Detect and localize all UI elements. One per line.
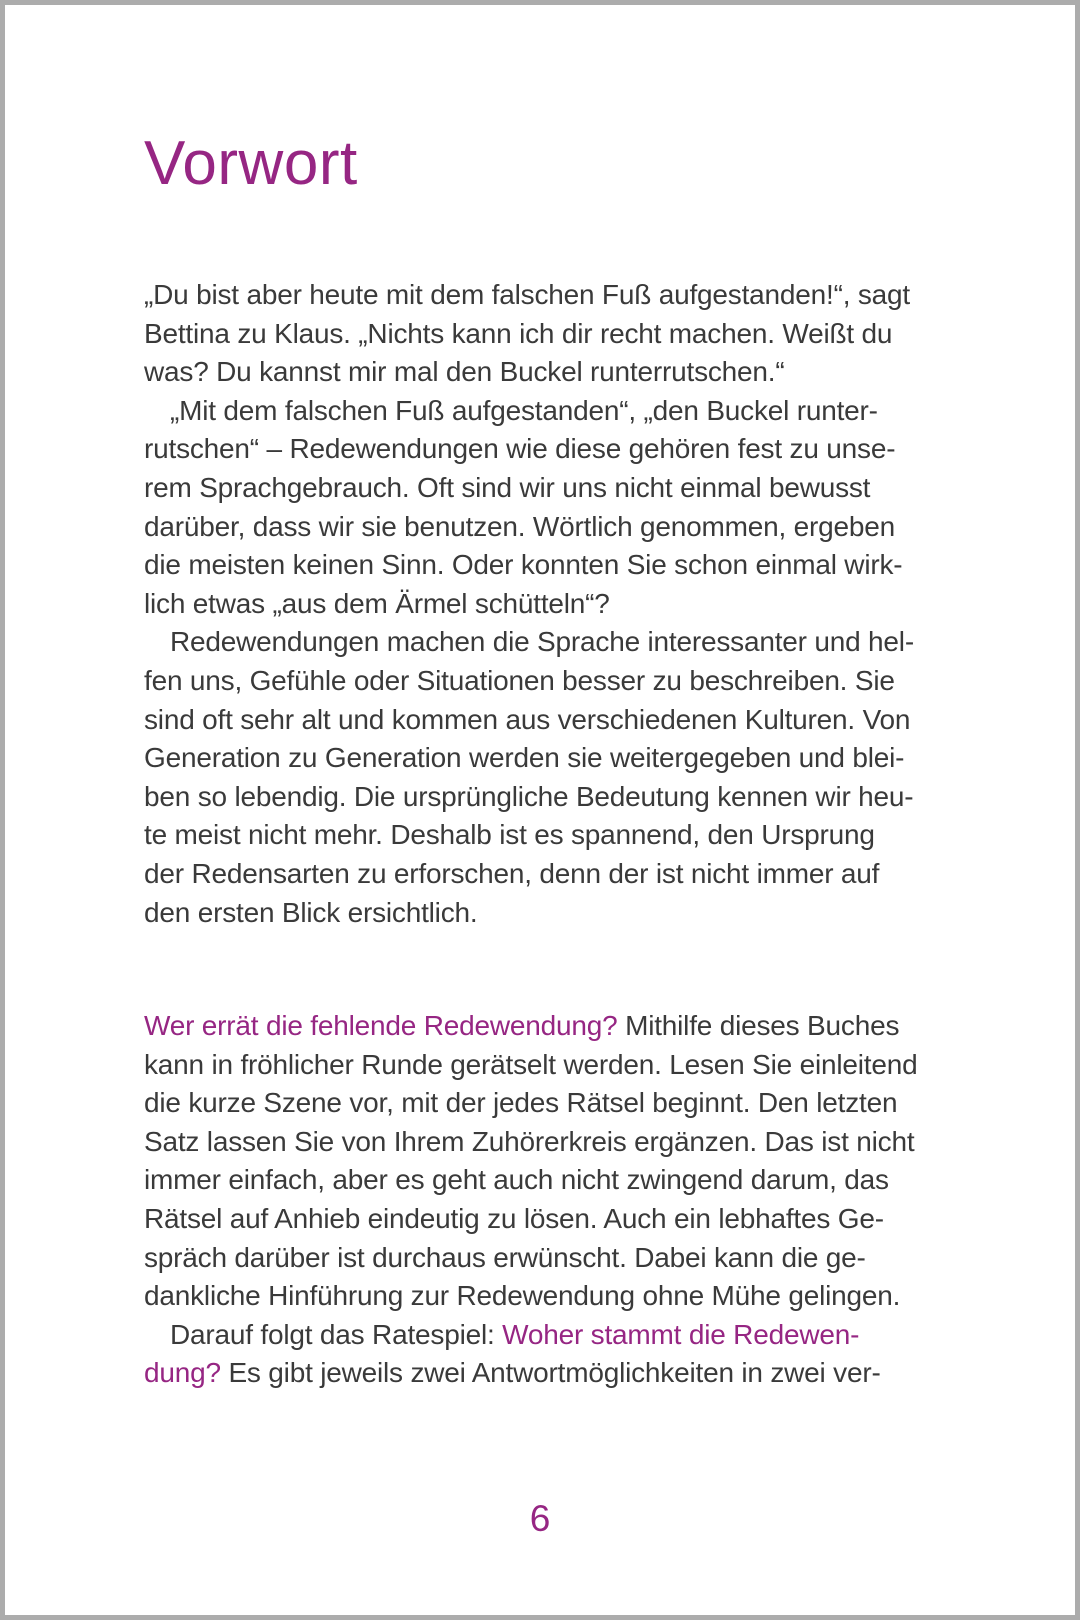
text-line (144, 546, 954, 585)
text-line (144, 816, 954, 855)
text-line (144, 1046, 954, 1085)
text-segment: Darauf folgt das Ratespiel: (170, 1318, 503, 1350)
text-segment: Generation zu Generation werden sie weitergegeben und blei- (144, 742, 905, 774)
text-segment: immer einfach, aber es geht auch nicht zwingend darum, das (144, 1164, 889, 1196)
text-segment: ben so lebendig. Die ursprüngliche Bedeutung kennen wir heu- (144, 780, 914, 812)
paragraph (144, 1007, 954, 1316)
accent-text: dung? (144, 1357, 221, 1389)
text-segment: den ersten Blick ersichtlich. (144, 896, 478, 928)
text-line (144, 1239, 954, 1278)
text-line (144, 1354, 954, 1393)
text-line (144, 1123, 954, 1162)
text-line (144, 276, 954, 315)
paragraph (144, 276, 954, 392)
accent-text: Woher stammt die Redewen- (502, 1318, 860, 1350)
text-segment: te meist nicht mehr. Deshalb ist es spannend, den Ursprung (144, 819, 875, 851)
text-line (144, 778, 954, 817)
text-segment: die meisten keinen Sinn. Oder konnten Sie schon einmal wirk- (144, 549, 903, 581)
text-segment: Mithilfe dieses Buches (617, 1010, 900, 1042)
page-number: 6 (529, 1498, 551, 1539)
text-line (144, 315, 954, 354)
text-segment: kann in fröhlicher Runde gerätselt werden. Lesen Sie einleitend (144, 1048, 918, 1080)
text-segment: rutschen“ – Redewendungen wie diese gehören fest zu unse- (144, 433, 896, 465)
paragraph (144, 392, 954, 624)
text-segment: Rätsel auf Anhieb eindeutig zu lösen. Auch ein lebhaftes Ge- (144, 1203, 884, 1235)
text-line (144, 469, 954, 508)
preface-text (144, 276, 954, 1393)
text-segment: der Redensarten zu erforschen, denn der ist nicht immer auf (144, 857, 880, 889)
text-line (144, 1277, 954, 1316)
text-line (144, 353, 954, 392)
text-line (144, 894, 954, 933)
text-line (144, 508, 954, 547)
text-segment: spräch darüber ist durchaus erwünscht. Dabei kann die ge- (144, 1241, 866, 1273)
text-line (144, 1316, 954, 1355)
text-segment: sind oft sehr alt und kommen aus verschiedenen Kulturen. Von (144, 703, 911, 735)
text-segment: Satz lassen Sie von Ihrem Zuhörerkreis ergänzen. Das ist nicht (144, 1125, 915, 1157)
text-line (144, 701, 954, 740)
text-segment: rem Sprachgebrauch. Oft sind wir uns nicht einmal bewusst (144, 471, 871, 503)
text-segment: Es gibt jeweils zwei Antwortmöglichkeiten in zwei ver- (220, 1357, 881, 1389)
text-segment: Redewendungen machen die Sprache interessanter und hel- (170, 626, 914, 658)
text-segment: „Du bist aber heute mit dem falschen Fuß aufgestanden!“, sagt (144, 279, 910, 310)
text-line (144, 739, 954, 778)
accent-text: Wer errät die fehlende Redewendung? (144, 1010, 618, 1042)
text-line (144, 623, 954, 662)
text-segment: die kurze Szene vor, mit der jedes Rätsel beginnt. Den letzten (144, 1087, 898, 1119)
text-segment: Bettina zu Klaus. „Nichts kann ich dir recht machen. Weißt du (144, 317, 893, 349)
text-line (144, 1084, 954, 1123)
paragraph (144, 1316, 954, 1393)
text-line (144, 662, 954, 701)
text-segment: lich etwas „aus dem Ärmel schütteln“? (144, 587, 610, 619)
text-segment: fen uns, Gefühle oder Situationen besser zu beschreiben. Sie (144, 664, 895, 696)
text-segment: darüber, dass wir sie benutzen. Wörtlich genommen, ergeben (144, 510, 896, 542)
text-segment: was? Du kannst mir mal den Buckel runterrutschen.“ (144, 356, 785, 388)
text-segment: dankliche Hinführung zur Redewendung ohne Mühe gelingen. (144, 1280, 901, 1312)
text-segment: „Mit dem falschen Fuß aufgestanden“, „den Buckel runter- (170, 394, 878, 426)
paragraph (144, 623, 954, 932)
text-line (144, 855, 954, 894)
text-line (144, 585, 954, 624)
text-line (144, 430, 954, 469)
text-line (144, 1007, 954, 1046)
text-line (144, 392, 954, 431)
text-line (144, 1161, 954, 1200)
text-line (144, 1200, 954, 1239)
page-title: Vorwort (144, 129, 358, 198)
